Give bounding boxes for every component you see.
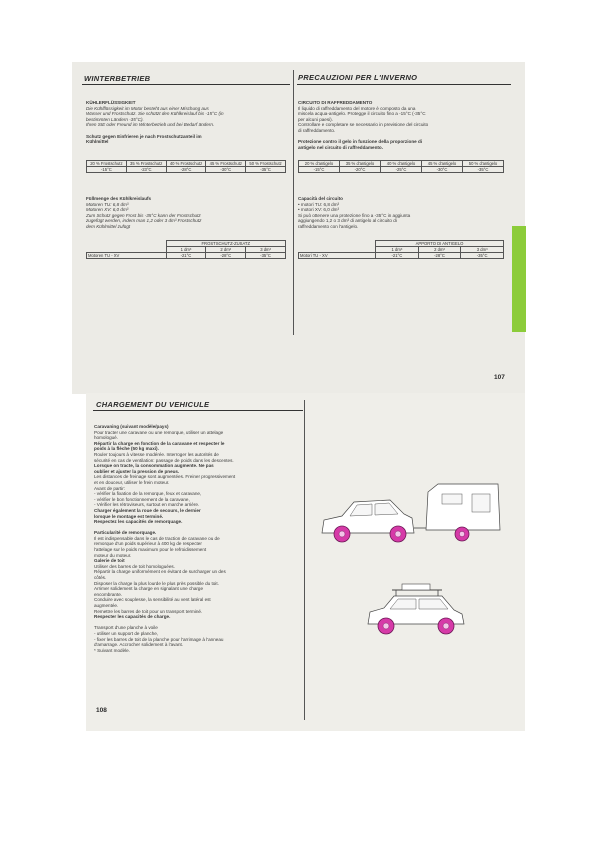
text-line: Motoren XV: 6,0 dm³ bbox=[86, 207, 129, 213]
bottom-text-block bbox=[94, 424, 302, 653]
table-cell: -30°C bbox=[206, 167, 246, 173]
bottom-title-rule bbox=[93, 410, 303, 411]
text-line: Avant de partir: bbox=[94, 485, 126, 491]
text-line: Il liquido di raffreddamento del motore è composto da una bbox=[298, 105, 416, 111]
left-text-block bbox=[86, 100, 291, 145]
text-line: Galerie de toit bbox=[94, 558, 125, 564]
table-cell: -28°C bbox=[206, 253, 246, 259]
table-header-cell: 1 dm³ bbox=[166, 247, 206, 253]
text-line: Particularité de remorquage. bbox=[94, 530, 157, 536]
text-line: Protezione contro il gelo in funzione della proporzione di bbox=[298, 139, 423, 145]
left-additive-table bbox=[86, 240, 286, 259]
text-line: Die Kühlflüssigkeit im Motor besteht aus einer Mischung aus bbox=[86, 105, 209, 111]
text-line: CIRCUITO DI RAFFREDDAMENTO bbox=[298, 100, 373, 105]
page-number-108: 108 bbox=[96, 707, 107, 714]
table-cell: -15°C bbox=[299, 167, 340, 173]
text-line: Conduire avec souplesse, la sensibilité au vent latéral est bbox=[94, 597, 211, 603]
table-header-cell: 20 % Frostschutz bbox=[87, 161, 127, 167]
text-line: Si può ottenere una protezione fino a -35°C in aggiunta bbox=[298, 212, 411, 218]
right-additive-header: APPORTO DI ANTIGELO bbox=[376, 241, 504, 247]
text-line: Caravaning (suivant modèle/pays) bbox=[94, 424, 169, 429]
roof-rack-illustration bbox=[362, 580, 472, 640]
table-cell: -21°C bbox=[166, 253, 206, 259]
text-line: Motoren TU: 6,8 dm³ bbox=[86, 201, 129, 207]
text-line: Disposer la charge la plus lourde le plus près possible du toit. bbox=[94, 580, 219, 586]
text-line: aggiungendo 1,2 o 3 dm³ di antigelo al circuito di bbox=[298, 218, 397, 224]
table-header-cell: 2 dm³ bbox=[418, 247, 461, 253]
text-line: Schutz gegen Einfrieren je nach Frostschutzanteil im bbox=[86, 133, 202, 139]
text-line: miscela acqua-antigelo. Protegge il circuito fino a -15°C (-35°C bbox=[298, 111, 426, 117]
text-line: - vérifier la fixation de la remorque, feux et caravane, bbox=[94, 491, 202, 497]
table-cell: -28°C bbox=[166, 167, 206, 173]
column-divider bbox=[293, 70, 294, 335]
section-tab bbox=[512, 226, 526, 332]
text-line: l'attelage sur le poids maximum pour le refroidissement bbox=[94, 547, 207, 553]
text-line: - vérifier le bon fonctionnement de la caravane, bbox=[94, 496, 190, 502]
text-line: Wasser und Frostschutz. Sie schützt den Kühlkreislauf bis -15°C (in bbox=[86, 111, 224, 117]
table-cell: -35°C bbox=[246, 167, 286, 173]
table-cell: -30°C bbox=[422, 167, 463, 173]
text-line: Arrimer solidement la charge en signalant une charge bbox=[94, 586, 204, 592]
text-line: Utiliser des barres de toit homologuées. bbox=[94, 563, 175, 569]
table-header-cell: 40 % d'antigelo bbox=[381, 161, 422, 167]
table-header-cell: 20 % d'antigelo bbox=[299, 161, 340, 167]
text-line: antigelo nel circuito di raffreddamento. bbox=[298, 144, 383, 150]
text-line: Charger également la roue de secours, le dernier bbox=[94, 507, 201, 513]
text-line: Controllare e completare se necessario in previsione del circuito bbox=[298, 122, 429, 128]
table-cell: -35°C bbox=[461, 253, 504, 259]
text-line: lorsque le montage est terminé. bbox=[94, 513, 164, 519]
text-line: Il est indispensable dans le cas de traction de caravane ou de bbox=[94, 535, 220, 541]
text-line: côtés. bbox=[94, 575, 107, 581]
table-header-cell: 2 dm³ bbox=[206, 247, 246, 253]
text-line: Répartir la charge en fonction de la caravane et respecter le bbox=[94, 440, 225, 446]
text-line: zugefügt werden, indem man 1,2 oder 3 dm³ Frostschutz bbox=[86, 218, 202, 224]
text-line: Füllmenge des Kühlkreislaufs bbox=[86, 196, 152, 201]
right-capacity-text bbox=[298, 196, 508, 230]
text-line: Zum Schutz gegen Frost bis -35°C kann der Frostschutz bbox=[86, 212, 201, 218]
text-line: encombrante. bbox=[94, 591, 123, 597]
table-header-cell: 35 % Frostschutz bbox=[126, 161, 166, 167]
text-line: Répartir la charge uniformément en évitant de surcharger un des bbox=[94, 569, 226, 575]
table-cell: -21°C bbox=[376, 253, 419, 259]
text-line: Respectez les capacités de remorquage. bbox=[94, 519, 183, 525]
right-section-title: PRECAUZIONI PER L'INVERNO bbox=[298, 73, 418, 82]
text-line: dem Kühlmittel zufügt bbox=[86, 223, 131, 229]
bottom-section-title: CHARGEMENT DU VEHICULE bbox=[96, 400, 210, 409]
row-label: Motoren TU - XV bbox=[87, 253, 167, 259]
table-cell: -15°C bbox=[87, 167, 127, 173]
text-line: moteur du moteur. bbox=[94, 552, 132, 558]
text-line: Remettre les barres de toit pour un transport terminé. bbox=[94, 608, 203, 614]
text-line: • motori TU: 6,8 dm³ bbox=[298, 201, 340, 207]
text-line: augmentée. bbox=[94, 603, 119, 608]
text-line: Transport d'une planche à voile bbox=[94, 625, 158, 631]
text-line: • motori XV: 6,0 dm³ bbox=[298, 207, 340, 213]
row-label: Motori TU - XV bbox=[299, 253, 376, 259]
table-header-cell: 3 dm³ bbox=[246, 247, 286, 253]
left-freeze-table bbox=[86, 160, 286, 173]
text-line: per alcuni paesi). bbox=[298, 116, 333, 122]
text-line: raffreddamento con l'antigelo. bbox=[298, 223, 359, 229]
table-cell: -35°C bbox=[463, 167, 504, 173]
text-line: di raffreddamento. bbox=[298, 127, 336, 133]
text-line: bestimmten Ländern -35°C). bbox=[86, 116, 144, 122]
text-line: oublier et ajuster la pression de pneus. bbox=[94, 468, 180, 474]
table-header-cell: 1 dm³ bbox=[376, 247, 419, 253]
text-line: Kühlmittel bbox=[86, 139, 109, 145]
left-capacity-text bbox=[86, 196, 291, 230]
right-title-rule bbox=[297, 84, 511, 85]
text-line: KÜHLERFLÜSSIGKEIT bbox=[86, 100, 136, 105]
text-line: Respecter les capacités de charge. bbox=[94, 614, 171, 620]
table-header-cell: 50 % Frostschutz bbox=[246, 161, 286, 167]
text-line: Pour tracter une caravane ou une remorque, utiliser un attelage bbox=[94, 429, 224, 435]
table-header-cell: 45 % Frostschutz bbox=[206, 161, 246, 167]
text-line: Ihren SIE oder Freund im Winterbetrieb und bei Bedarf ändern. bbox=[86, 122, 215, 128]
page-number-107: 107 bbox=[494, 374, 505, 381]
car-icon bbox=[322, 500, 414, 542]
right-additive-table bbox=[298, 240, 504, 259]
text-line: - Vérifier les rétroviseurs, surtout en marche arrière. bbox=[94, 502, 200, 508]
car-icon bbox=[368, 596, 464, 634]
text-line: - fixer les barres de toit de la planche pour l'arrimage à l'anneau bbox=[94, 636, 224, 642]
table-header-cell: 40 % Frostschutz bbox=[166, 161, 206, 167]
table-cell: -20°C bbox=[340, 167, 381, 173]
left-title-rule bbox=[82, 84, 290, 85]
text-line: Rouler toujours à vitesse modérée. Interroger les autorités de bbox=[94, 451, 219, 457]
table-cell: -28°C bbox=[418, 253, 461, 259]
table-cell: -25°C bbox=[381, 167, 422, 173]
table-header-cell: 45 % d'antigelo bbox=[422, 161, 463, 167]
text-line: * Suivant modèle. bbox=[94, 647, 131, 653]
text-line: Capacità del circuito bbox=[298, 196, 343, 201]
table-header-cell: 50 % d'antigelo bbox=[463, 161, 504, 167]
text-line: homologué. bbox=[94, 435, 119, 441]
roof-rack-icon bbox=[392, 584, 442, 596]
left-section-title: WINTERBETRIEB bbox=[84, 74, 151, 83]
table-cell: -23°C bbox=[126, 167, 166, 173]
table-header-cell: 35 % d'antigelo bbox=[340, 161, 381, 167]
text-line: et en douceur, utiliser le frein moteur. bbox=[94, 479, 170, 485]
caravan-icon bbox=[426, 484, 500, 541]
right-freeze-table bbox=[298, 160, 504, 173]
right-text-block bbox=[298, 100, 508, 150]
text-line: sécurité en cas de ventilation: passage de poids dans les descentes. bbox=[94, 457, 234, 463]
text-line: Lorsque on tracte, la consommation augmente. Ne pas bbox=[94, 463, 214, 469]
text-line: Les distances de freinage sont augmentées. Freiner progressivement bbox=[94, 474, 236, 480]
table-cell: -35°C bbox=[246, 253, 286, 259]
left-additive-header: FROSTSCHUTZ-ZUSATZ bbox=[166, 241, 285, 247]
text-line: remorque d'un poids supérieur à 400 kg de respecter bbox=[94, 541, 202, 547]
caravan-illustration bbox=[312, 478, 512, 558]
bottom-column-divider bbox=[304, 400, 305, 720]
text-line: poids à la flèche (50 kg maxi). bbox=[94, 446, 159, 452]
table-header-cell: 3 dm³ bbox=[461, 247, 504, 253]
text-line: d'amarrage. Accrocher solidement à l'avant. bbox=[94, 642, 184, 648]
text-line: - utiliser un support de planche, bbox=[94, 630, 159, 636]
